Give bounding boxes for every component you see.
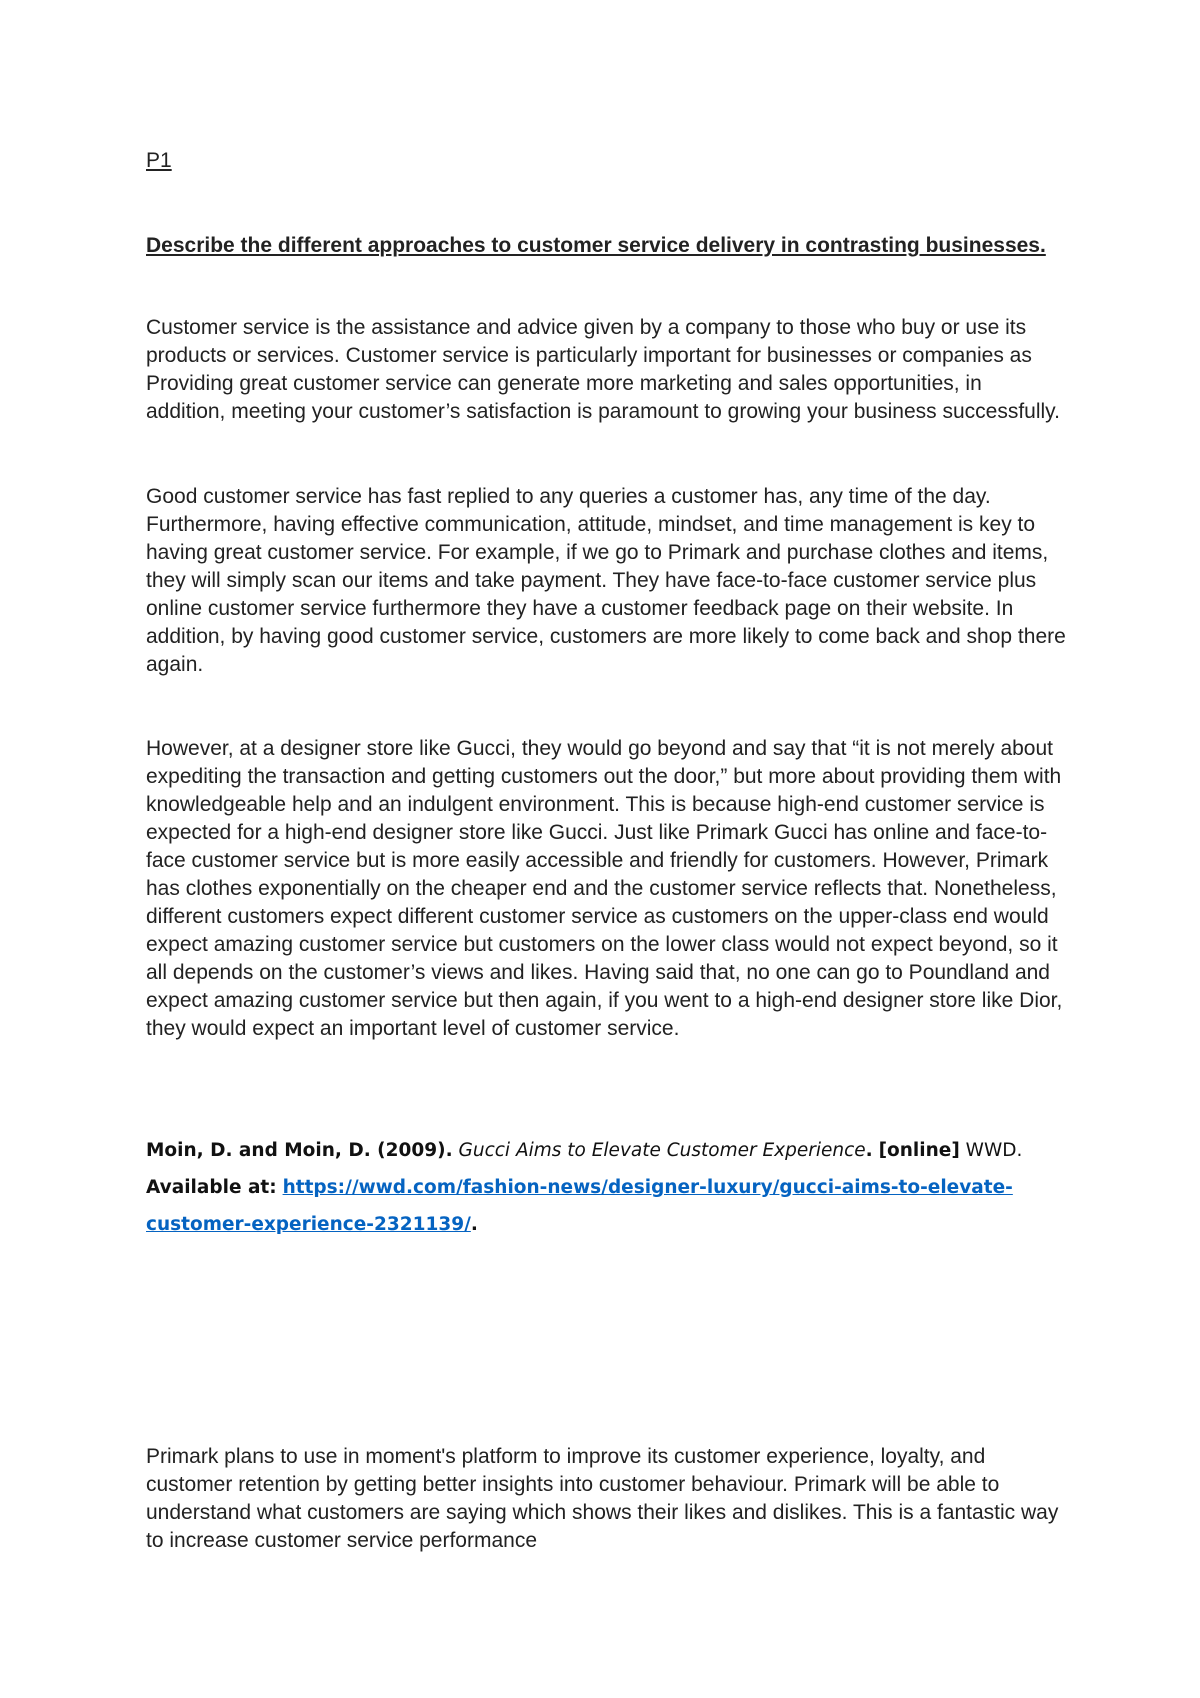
paragraph-definition: Customer service is the assistance and advice given by a company to those who buy or use its products or services. Customer service is particularly important for businesses or companies as Providing great customer service can generate more marketing and sales opportunities, in addition, meeting your customer’s satisfaction is paramount to growing your business successfully. bbox=[146, 316, 1060, 423]
paragraph-gucci: However, at a designer store like Gucci, they would go beyond and say that “it is not merely about expediting the transaction and getting customers out the door,” but more about providing them with knowledgeable help and an indulgent environment. This is because high-end customer service is expected for a high-end designer store like Gucci. Just like Primark Gucci has online and face-to-face customer service but is more easily accessible and friendly for customers. However, Primark has clothes exponentially on the cheaper end and the customer service reflects that. Nonetheless, different customers expect different customer service as customers on the upper-class end would expect amazing customer service but customers on the lower class would not expect beyond, so it all depends on the customer’s views and likes. Having said that, no one can go to Poundland and expect amazing customer service but then again, if you went to a high-end designer store like Dior, they would expect an important level of customer service. bbox=[146, 737, 1063, 1040]
section-label: P1 bbox=[146, 149, 172, 172]
citation-medium: [online] bbox=[878, 1140, 960, 1161]
citation-end-period: . bbox=[470, 1214, 478, 1235]
citation-available-label: Available at: bbox=[146, 1177, 277, 1198]
citation-publisher: WWD. bbox=[965, 1140, 1023, 1161]
citation-title-period: . bbox=[865, 1140, 873, 1161]
question-heading: Describe the different approaches to customer service delivery in contrasting businesses. bbox=[146, 234, 1046, 257]
document-page bbox=[146, 0, 1066, 1698]
reference-citation bbox=[146, 1132, 1066, 1243]
citation-authors: Moin, D. and Moin, D. (2009). bbox=[146, 1140, 453, 1161]
paragraph-primark-platform: Primark plans to use in moment's platform to improve its customer experience, loyalty, and customer retention by getting better insights into customer behaviour. Primark will be able to understand what customers are saying which shows their likes and dislikes. This is a fantastic way to increase customer service performance bbox=[146, 1445, 1059, 1552]
citation-title: Gucci Aims to Elevate Customer Experience bbox=[458, 1140, 866, 1161]
citation-link[interactable]: https://wwd.com/fashion-news/designer-luxury/gucci-aims-to-elevate-customer-experience-2321139/ bbox=[146, 1177, 1013, 1235]
paragraph-primark: Good customer service has fast replied to any queries a customer has, any time of the day. Furthermore, having effective communication, attitude, mindset, and time management is key to having great customer service. For example, if we go to Primark and purchase clothes and items, they will simply scan our items and take payment. They have face-to-face customer service plus online customer service furthermore they have a customer feedback page on their website. In addition, by having good customer service, customers are more likely to come back and shop there again. bbox=[146, 485, 1066, 676]
